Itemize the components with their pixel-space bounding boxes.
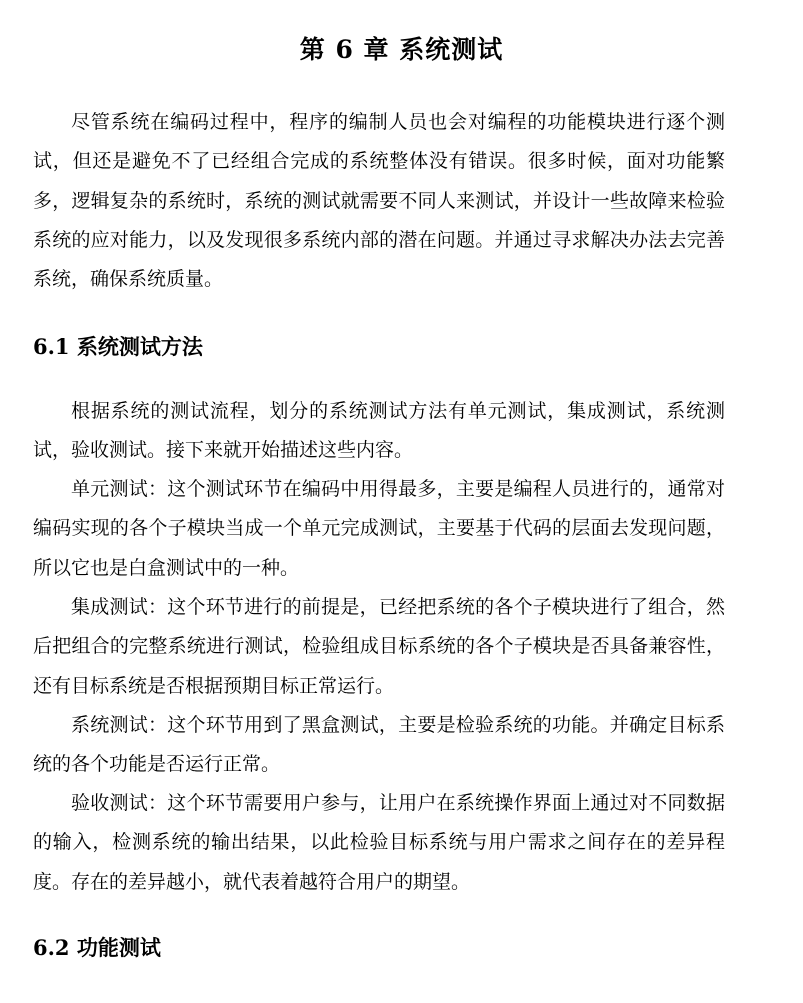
unit-test-paragraph: 单元测试：这个测试环节在编码中用得最多，主要是编程人员进行的，通常对编码实现的各个子模块当成一个单元完成测试，主要基于代码的层面去发现问题，所以它也是白盒测试中的一种。 [33, 478, 725, 579]
integration-test-paragraph: 集成测试：这个环节进行的前提是，已经把系统的各个子模块进行了组合，然后把组合的完整系统进行测试，检验组成目标系统的各个子模块是否具备兼容性，还有目标系统是否根据预期目标正常运行。 [33, 596, 725, 697]
section-6-1-paragraph-1: 根据系统的测试流程，划分的系统测试方法有单元测试，集成测试，系统测试，验收测试。接下来就开始描述这些内容。 [33, 400, 725, 462]
section-6-2-heading: 6.2 功能测试 [33, 935, 161, 960]
system-test-paragraph: 系统测试：这个环节用到了黑盒测试，主要是检验系统的功能。并确定目标系统的各个功能是否运行正常。 [33, 714, 725, 776]
chapter-title: 第 6 章 系统测试 [299, 35, 504, 64]
acceptance-test-paragraph: 验收测试：这个环节需要用户参与，让用户在系统操作界面上通过对不同数据的输入，检测系统的输出结果，以此检验目标系统与用户需求之间存在的差异程度。存在的差异越小，就代表着越符合用户的期望。 [33, 792, 725, 893]
section-6-1-heading: 6.1 系统测试方法 [33, 334, 203, 359]
intro-paragraph: 尽管系统在编码过程中，程序的编制人员也会对编程的功能模块进行逐个测试，但还是避免不了已经组合完成的系统整体没有错误。很多时候，面对功能繁多，逻辑复杂的系统时，系统的测试就需要不同人来测试，并设计一些故障来检验系统的应对能力，以及发现很多系统内部的潜在问题。并通过寻求解决办法去完善系统，确保系统质量。 [33, 111, 725, 291]
